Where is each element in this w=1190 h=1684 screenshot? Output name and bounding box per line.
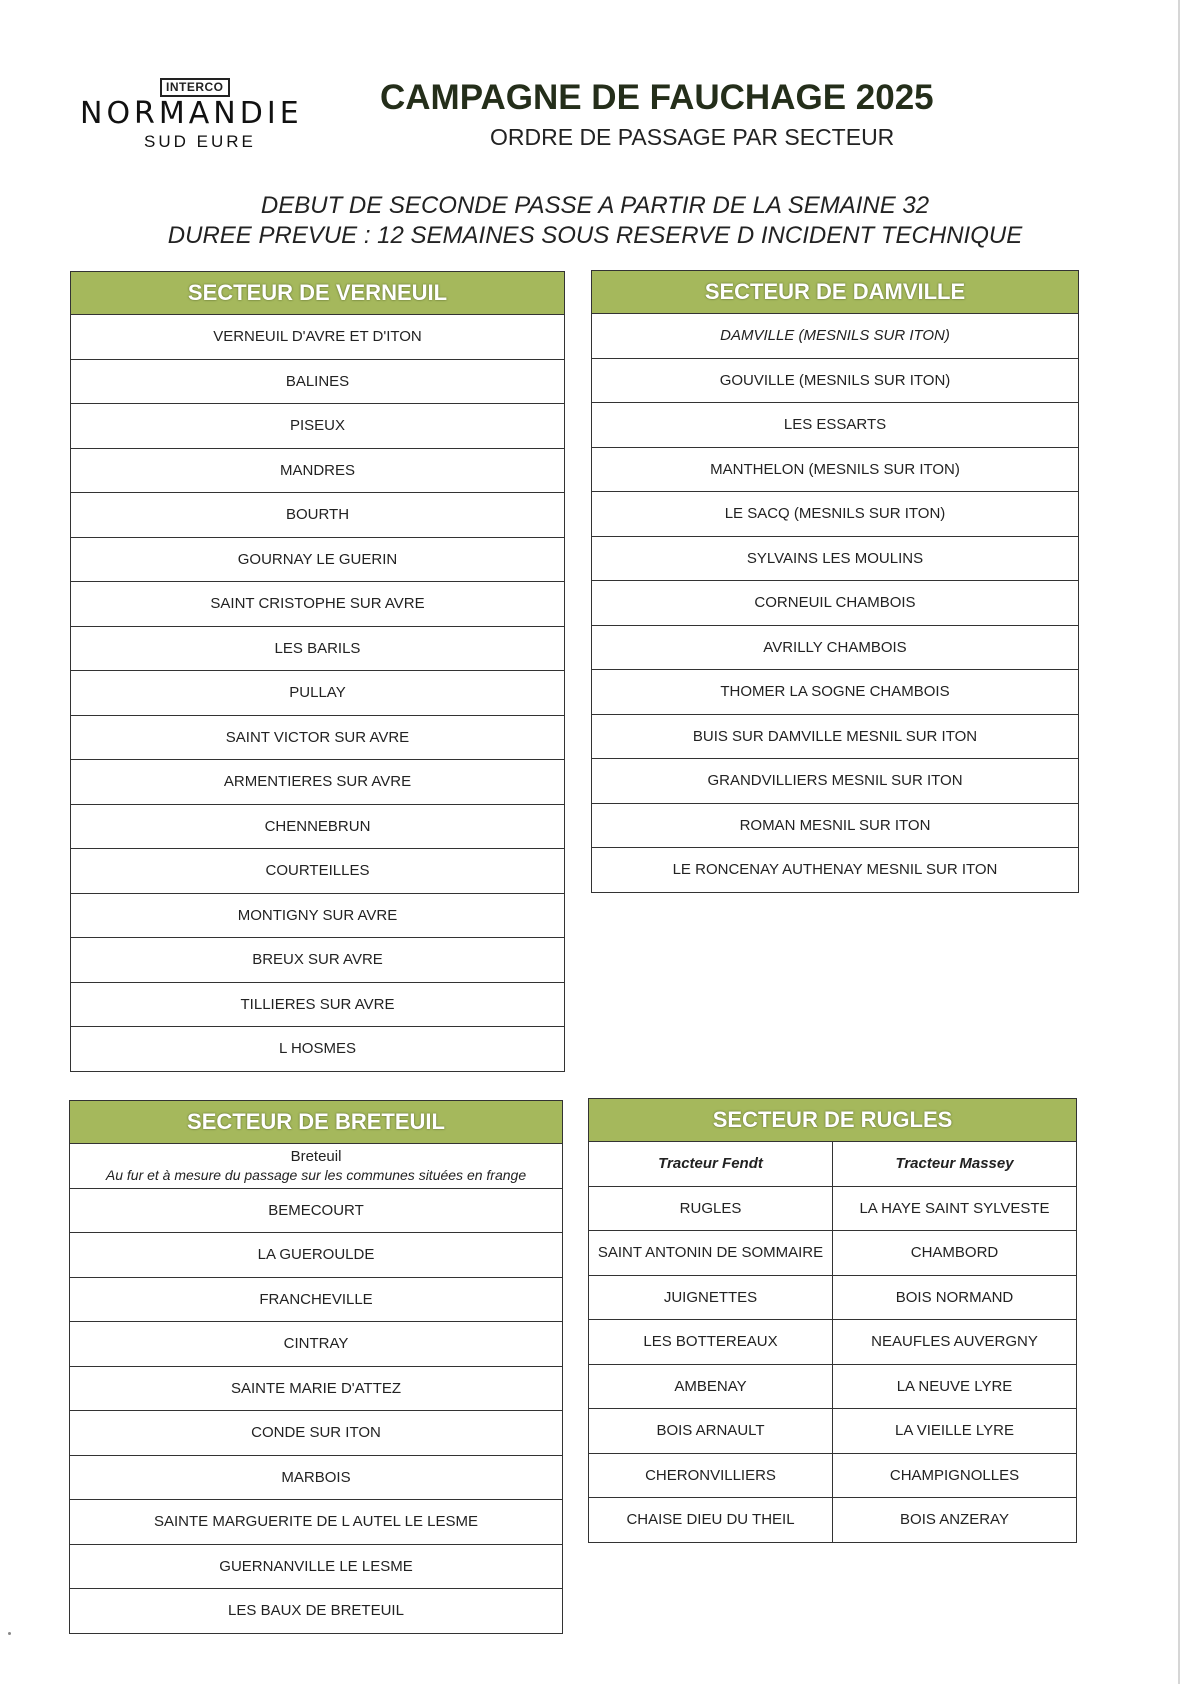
rugles-massey-cell: LA HAYE SAINT SYLVESTE [859, 1199, 1050, 1217]
table-row: LES BARILS [71, 627, 564, 672]
table-row: ROMAN MESNIL SUR ITON [592, 804, 1078, 849]
table-row: MANDRES [71, 449, 564, 494]
breteuil-first-label: Breteuil [290, 1147, 342, 1165]
breteuil-first-note: Au fur et à mesure du passage sur les communes situées en frange [105, 1166, 527, 1183]
rugles-massey-cell: BOIS ANZERAY [900, 1511, 1009, 1529]
rugles-fendt-cell: RUGLES [589, 1187, 833, 1231]
table-row: SAINT VICTOR SUR AVRE [71, 716, 564, 761]
logo-main: NORMANDIE [80, 96, 303, 131]
notice-duration: DUREE PREVUE : 12 SEMAINES SOUS RESERVE D INCIDENT TECHNIQUE [167, 222, 1023, 249]
table-row: BOURTH [71, 493, 564, 538]
table-row [589, 1409, 1076, 1454]
table-verneuil [70, 271, 565, 1072]
table-row: LA GUEROULDE [70, 1233, 562, 1278]
table-row: CINTRAY [70, 1322, 562, 1367]
table-row: SYLVAINS LES MOULINS [592, 537, 1078, 582]
table-row: GOUVILLE (MESNILS SUR ITON) [592, 359, 1078, 404]
table-row: LE SACQ (MESNILS SUR ITON) [592, 492, 1078, 537]
table-row: ARMENTIERES SUR AVRE [71, 760, 564, 805]
table-row: L HOSMES [279, 1040, 356, 1058]
table-row: BALINES [71, 360, 564, 405]
rugles-massey-cell: CHAMPIGNOLLES [889, 1466, 1020, 1484]
table-row: MANTHELON (MESNILS SUR ITON) [592, 448, 1078, 493]
rugles-fendt-cell: BOIS ARNAULT [589, 1409, 833, 1453]
table-row [589, 1320, 1076, 1365]
rugles-massey-cell: LA VIEILLE LYRE [895, 1422, 1014, 1440]
logo-tag: INTERCO [160, 78, 230, 97]
table-row: CHENNEBRUN [71, 805, 564, 850]
table-row: PISEUX [71, 404, 564, 449]
rugles-fendt-cell: JUIGNETTES [589, 1276, 833, 1320]
table-header-damville: SECTEUR DE DAMVILLE [592, 271, 1078, 314]
table-row: PULLAY [71, 671, 564, 716]
table-row [589, 1231, 1076, 1276]
rugles-fendt-cell: LES BOTTEREAUX [589, 1320, 833, 1364]
table-damville [591, 270, 1079, 893]
table-breteuil [69, 1100, 563, 1634]
table-row-breteuil-first [70, 1144, 562, 1189]
table-row: TILLIERES SUR AVRE [71, 983, 564, 1028]
table-row: MARBOIS [70, 1456, 562, 1501]
page-title: CAMPAGNE DE FAUCHAGE 2025 [380, 78, 934, 117]
table-row: BREUX SUR AVRE [71, 938, 564, 983]
page-edge-line [1178, 0, 1180, 1684]
rugles-fendt-cell: AMBENAY [589, 1365, 833, 1409]
rugles-massey-cell: CHAMBORD [910, 1244, 999, 1262]
interco-logo [80, 78, 340, 158]
table-row: LE RONCENAY AUTHENAY MESNIL SUR ITON [672, 861, 998, 879]
rugles-fendt-cell: CHAISE DIEU DU THEIL [589, 1498, 833, 1542]
table-row: THOMER LA SOGNE CHAMBOIS [592, 670, 1078, 715]
table-row: SAINTE MARGUERITE DE L AUTEL LE LESME [70, 1500, 562, 1545]
table-row: DAMVILLE (MESNILS SUR ITON) [592, 314, 1078, 359]
table-row [589, 1187, 1076, 1232]
rugles-massey-cell: NEAUFLES AUVERGNY [871, 1333, 1038, 1351]
table-row: CONDE SUR ITON [70, 1411, 562, 1456]
rugles-massey-cell: LA NEUVE LYRE [896, 1377, 1013, 1395]
table-row: FRANCHEVILLE [70, 1278, 562, 1323]
rugles-col-massey: Tracteur Massey [895, 1155, 1014, 1173]
table-row: BUIS SUR DAMVILLE MESNIL SUR ITON [592, 715, 1078, 760]
table-row: COURTEILLES [71, 849, 564, 894]
table-row: GUERNANVILLE LE LESME [70, 1545, 562, 1590]
scan-dot [8, 1632, 11, 1635]
table-header-verneuil: SECTEUR DE VERNEUIL [71, 272, 564, 315]
table-header-breteuil: SECTEUR DE BRETEUIL [70, 1101, 562, 1144]
table-row: GOURNAY LE GUERIN [71, 538, 564, 583]
table-row: GRANDVILLIERS MESNIL SUR ITON [592, 759, 1078, 804]
table-row [589, 1365, 1076, 1410]
rugles-fendt-cell: CHERONVILLIERS [589, 1454, 833, 1498]
logo-sub: SUD EURE [144, 132, 256, 151]
notice-start: DEBUT DE SECONDE PASSE A PARTIR DE LA SEMAINE 32 [260, 192, 930, 219]
table-row: VERNEUIL D'AVRE ET D'ITON [71, 315, 564, 360]
table-row [589, 1498, 1076, 1542]
table-row-rugles-header [589, 1142, 1076, 1187]
table-row: CORNEUIL CHAMBOIS [592, 581, 1078, 626]
table-row: LES ESSARTS [592, 403, 1078, 448]
table-row: SAINT CRISTOPHE SUR AVRE [71, 582, 564, 627]
rugles-fendt-cell: SAINT ANTONIN DE SOMMAIRE [589, 1231, 833, 1275]
table-header-rugles: SECTEUR DE RUGLES [589, 1099, 1076, 1142]
rugles-col-fendt: Tracteur Fendt [589, 1142, 833, 1186]
rugles-massey-cell: BOIS NORMAND [895, 1288, 1014, 1306]
table-row: AVRILLY CHAMBOIS [592, 626, 1078, 671]
table-row: SAINTE MARIE D'ATTEZ [70, 1367, 562, 1412]
table-row: LES BAUX DE BRETEUIL [228, 1602, 404, 1620]
table-row: MONTIGNY SUR AVRE [71, 894, 564, 939]
table-row: BEMECOURT [70, 1189, 562, 1234]
table-row [589, 1276, 1076, 1321]
page-subtitle: ORDRE DE PASSAGE PAR SECTEUR [490, 124, 895, 150]
table-row [589, 1454, 1076, 1499]
table-rugles [588, 1098, 1077, 1543]
